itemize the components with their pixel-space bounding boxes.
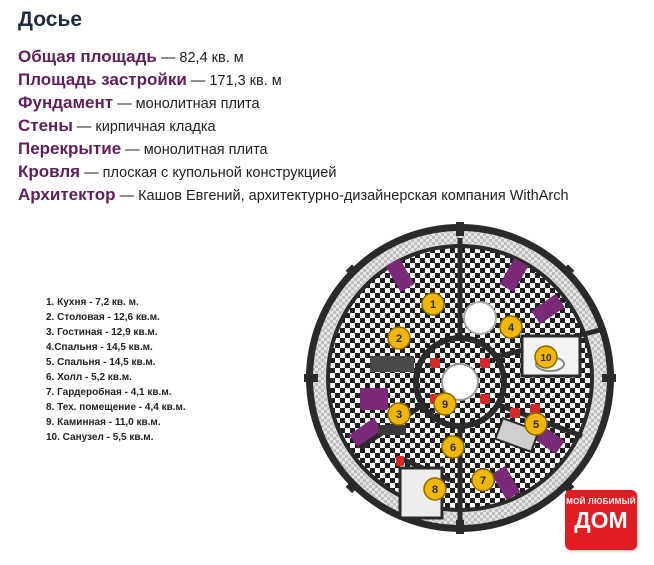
room-legend-item: 3. Гостиная - 12,9 кв.м. [46,327,158,338]
room-legend-item: 8. Тех. помещение - 4,4 кв.м. [46,402,186,413]
spec-roof [18,160,569,183]
room-legend-item: 9. Каминная - 11,0 кв.м. [46,417,161,428]
spec-list [18,45,569,206]
logo-line-2: ДОМ [574,507,628,533]
svg-text:9: 9 [441,399,449,411]
spec-key: Фундамент [18,93,114,112]
tv-stand [378,425,406,435]
spec-value: — кирпичная кладка [72,119,216,135]
room-legend-item: 5. Спальня - 14,5 кв.м. [46,357,156,368]
spec-key: Стены [18,116,73,135]
room-legend-item: 2. Столовая - 12,6 кв.м. [46,312,160,323]
spec-architect [18,183,569,206]
spec-walls [18,114,569,137]
room-legend-item: 4.Спальня - 14,5 кв.м. [46,342,153,353]
svg-text:6: 6 [449,442,457,454]
spec-key: Архитектор [18,185,116,204]
spec-value: — 82,4 кв. м [156,50,244,66]
dining-table [464,302,496,334]
spec-key: Общая площадь [18,47,157,66]
spec-value: — Кашов Евгений, архитектурно-дизайнерская компания WithArch [115,188,569,204]
spec-value: — 171,3 кв. м [186,73,282,89]
svg-text:4: 4 [507,322,515,334]
room-legend [46,295,186,445]
spec-floor-slab [18,137,569,160]
spec-key: Кровля [18,162,81,181]
svg-text:3: 3 [395,409,403,421]
svg-text:8: 8 [431,484,439,496]
svg-text:5: 5 [532,419,540,431]
svg-text:1: 1 [429,299,437,311]
page-title: Досье [18,8,83,31]
room-legend-item: 6. Холл - 5,2 кв.м. [46,372,132,383]
spec-value: — монолитная плита [121,142,268,158]
logo-line-1: МОЙ ЛЮБИМЫЙ [566,497,636,506]
spec-key: Площадь застройки [18,70,187,89]
sofa [370,356,414,372]
spec-value: — монолитная плита [113,96,260,112]
spec-key: Перекрытие [18,139,122,158]
spec-built-area [18,68,569,91]
brand-logo [565,490,637,550]
svg-text:7: 7 [479,475,487,487]
room-legend-item: 7. Гардеробная - 4,1 кв.м. [46,387,172,398]
spec-value: — плоская с купольной конструкцией [80,165,337,181]
room-legend-item: 1. Кухня - 7,2 кв. м. [46,297,139,308]
svg-text:2: 2 [395,333,403,345]
svg-text:10: 10 [540,353,552,364]
spec-total-area [18,45,569,68]
room-legend-item: 10. Санузел - 5,5 кв.м. [46,432,154,443]
spec-foundation [18,91,569,114]
